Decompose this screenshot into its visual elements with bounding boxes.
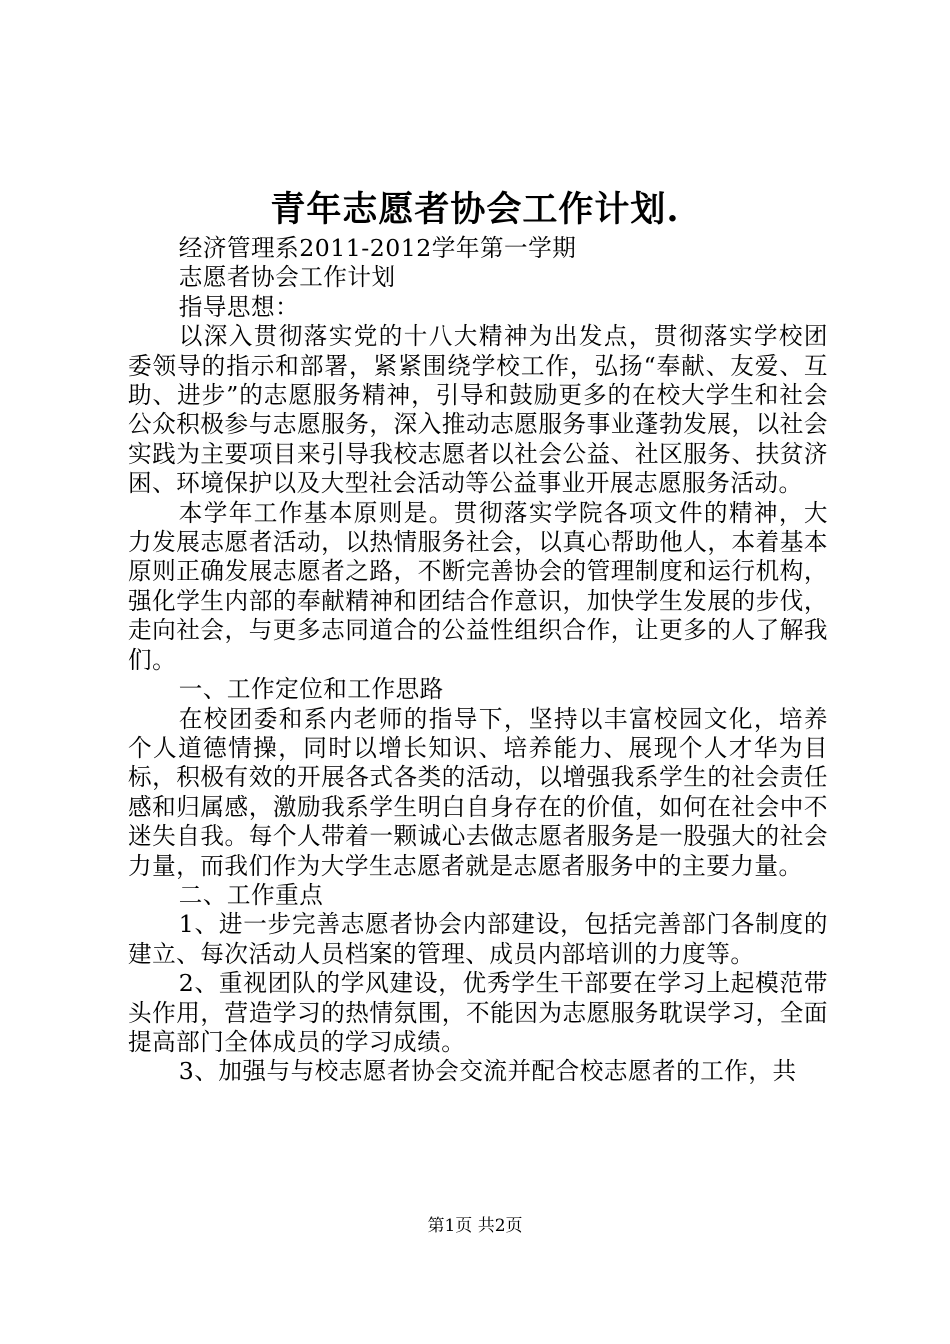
section-heading: 二、工作重点 <box>178 880 324 909</box>
page-footer: 第1页 共2页 <box>427 1216 523 1236</box>
document-body <box>128 234 828 1087</box>
paragraph: 本学年工作基本原则是。贯彻落实学院各项文件的精神，大力发展志愿者活动，以热情服务社会，以真心帮助他人，本着基本原则正确发展志愿者之路，不断完善协会的管理制度和运行机构，强化学生内部的奉献精神和团结合作意识，加快学生发展的步伐，走向社会，与更多志同道合的公益性组织合作，让更多的人了解我们。 <box>128 498 828 674</box>
document-title: 青年志愿者协会工作计划. <box>270 189 680 230</box>
section-heading: 一、工作定位和工作思路 <box>178 675 444 704</box>
guiding-heading: 指导思想： <box>178 292 300 321</box>
list-item: 3、加强与与校志愿者协会交流并配合校志愿者的工作，共 <box>178 1057 797 1086</box>
paragraph: 以深入贯彻落实党的十八大精神为出发点，贯彻落实学校团委领导的指示和部署，紧紧围绕学校工作，弘扬“奉献、友爱、互助、进步”的志愿服务精神，引导和鼓励更多的在校大学生和社会公众积极参与志愿服务，深入推动志愿服务事业蓬勃发展，以社会实践为主要项目来引导我校志愿者以社会公益、社区服务、扶贫济困、环境保护以及大型社会活动等公益事业开展志愿服务活动。 <box>128 322 828 498</box>
paragraph: 在校团委和系内老师的指导下，坚持以丰富校园文化，培养个人道德情操，同时以增长知识、培养能力、展现个人才华为目标，积极有效的开展各式各类的活动，以增强我系学生的社会责任感和归属感，激励我系学生明白自身存在的价值，如何在社会中不迷失自我。每个人带着一颗诚心去做志愿者服务是一股强大的社会力量，而我们作为大学生志愿者就是志愿者服务中的主要力量。 <box>128 704 828 880</box>
list-item: 2、重视团队的学风建设，优秀学生干部要在学习上起模范带头作用，营造学习的热情氛围，不能因为志愿服务耽误学习，全面提高部门全体成员的学习成绩。 <box>128 969 828 1056</box>
list-item: 1、进一步完善志愿者协会内部建设，包括完善部门各制度的建立、每次活动人员档案的管理、成员内部培训的力度等。 <box>128 910 828 968</box>
subtitle-line: 志愿者协会工作计划 <box>178 263 396 292</box>
subtitle-line: 经济管理系2011-2012学年第一学期 <box>178 234 577 262</box>
